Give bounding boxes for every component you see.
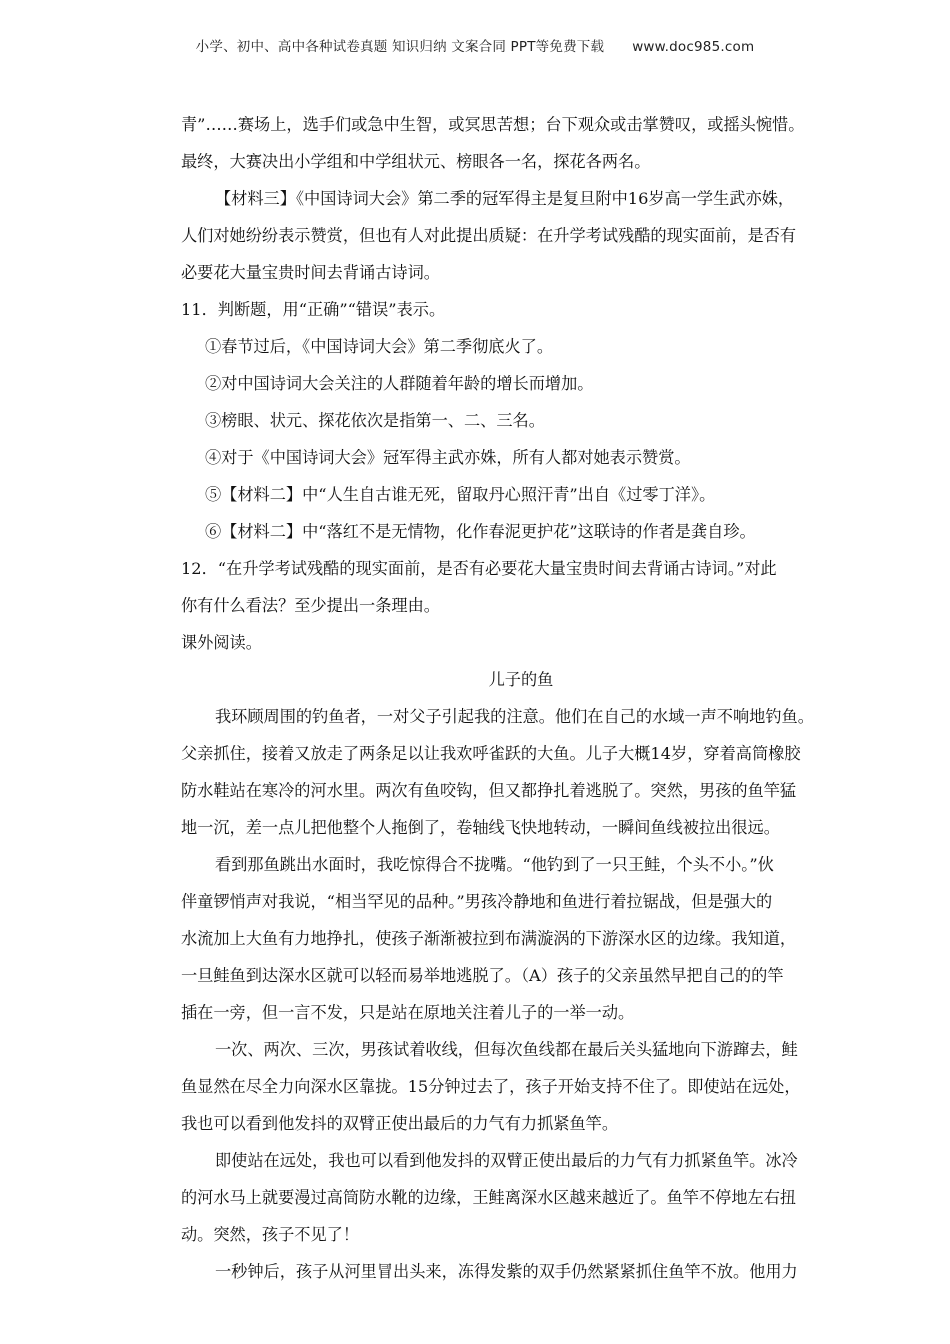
text-line: 一秒钟后，孩子从河里冒出头来，冻得发紫的双手仍然紧紧抓住鱼竿不放。他用力: [215, 1262, 798, 1281]
text-line: 水流加上大鱼有力地挣扎，使孩子渐渐被拉到布满漩涡的下游深水区的边缘。我知道，: [181, 929, 797, 948]
text-line: 一次、两次、三次，男孩试着收线，但每次鱼线都在最后关头猛地向下游蹿去，鲑: [215, 1040, 798, 1059]
text-line: 必要花大量宝贵时间去背诵古诗词。: [181, 263, 440, 282]
text-line: 父亲抓住，接着又放走了两条足以让我欢呼雀跃的大鱼。儿子大概14岁，穿着高筒橡胶: [181, 744, 801, 763]
option-1: ①春节过后，《中国诗词大会》第二季彻底火了。: [205, 337, 554, 356]
text-line: 【材料三】《中国诗词大会》第二季的冠军得主是复旦附中16岁高一学生武亦姝，: [215, 189, 795, 208]
section-label: 课外阅读。: [181, 633, 262, 652]
option-4: ④对于《中国诗词大会》冠军得主武亦姝，所有人都对她表示赞赏。: [205, 448, 691, 467]
story-title: 儿子的鱼: [488, 670, 554, 689]
text-line: 地一沉，差一点儿把他整个人拖倒了，卷轴线飞快地转动，一瞬间鱼线被拉出很远。: [181, 818, 780, 837]
option-6: ⑥【材料二】中“落红不是无情物，化作春泥更护花”这联诗的作者是龚自珍。: [205, 522, 756, 541]
text-line: 动。突然，孩子不见了！: [181, 1225, 360, 1244]
option-3: ③榜眼、状元、探花依次是指第一、二、三名。: [205, 411, 545, 430]
text-line: 即使站在远处，我也可以看到他发抖的双臂正使出最后的力气有力抓紧鱼竿。冰冷: [215, 1151, 798, 1170]
text-line: 青”……赛场上，选手们或急中生智，或冥思苦想；台下观众或击掌赞叹，或摇头惋惜。: [181, 115, 805, 134]
option-5: ⑤【材料二】中“人生自古谁无死，留取丹心照汗青”出自《过零丁洋》。: [205, 485, 716, 504]
text-line: 插在一旁，但一言不发，只是站在原地关注着儿子的一举一动。: [181, 1003, 635, 1022]
text-line: 一旦鲑鱼到达深水区就可以轻而易举地逃脱了。（A）孩子的父亲虽然早把自己的的竿: [181, 966, 784, 985]
question-11: 11．判断题，用“正确”“错误”表示。: [181, 300, 446, 319]
text-line: 你有什么看法？至少提出一条理由。: [181, 596, 440, 615]
text-line: 人们对她纷纷表示赞赏，但也有人对此提出质疑：在升学考试残酷的现实面前，是否有: [181, 226, 797, 245]
header-text: 小学、初中、高中各种试卷真题 知识归纳 文案合同 PPT等免费下载: [195, 39, 605, 55]
header-site: www.doc985.com: [632, 39, 755, 55]
document-body: [181, 106, 861, 1290]
text-line: 看到那鱼跳出水面时，我吃惊得合不拢嘴。“他钓到了一只王鲑，个头不小。”伙: [215, 855, 774, 874]
text-line: 我环顾周围的钓鱼者，一对父子引起我的注意。他们在自己的水域一声不响地钓鱼。: [215, 707, 814, 726]
question-12: 12．“在升学考试残酷的现实面前，是否有必要花大量宝贵时间去背诵古诗词。”对此: [181, 559, 777, 578]
text-line: 鱼显然在尽全力向深水区靠拢。15分钟过去了，孩子开始支持不住了。即使站在远处，: [181, 1077, 801, 1096]
text-line: 的河水马上就要漫过高筒防水靴的边缘，王鲑离深水区越来越近了。鱼竿不停地左右扭: [181, 1188, 797, 1207]
option-2: ②对中国诗词大会关注的人群随着年龄的增长而增加。: [205, 374, 594, 393]
text-line: 最终，大赛决出小学组和中学组状元、榜眼各一名，探花各两名。: [181, 152, 651, 171]
page-header: [0, 35, 950, 55]
text-line: 防水鞋站在寒冷的河水里。两次有鱼咬钩，但又都挣扎着逃脱了。突然，男孩的鱼竿猛: [181, 781, 797, 800]
text-line: 伴童锣悄声对我说，“相当罕见的品种。”男孩冷静地和鱼进行着拉锯战，但是强大的: [181, 892, 773, 911]
text-line: 我也可以看到他发抖的双臂正使出最后的力气有力抓紧鱼竿。: [181, 1114, 619, 1133]
